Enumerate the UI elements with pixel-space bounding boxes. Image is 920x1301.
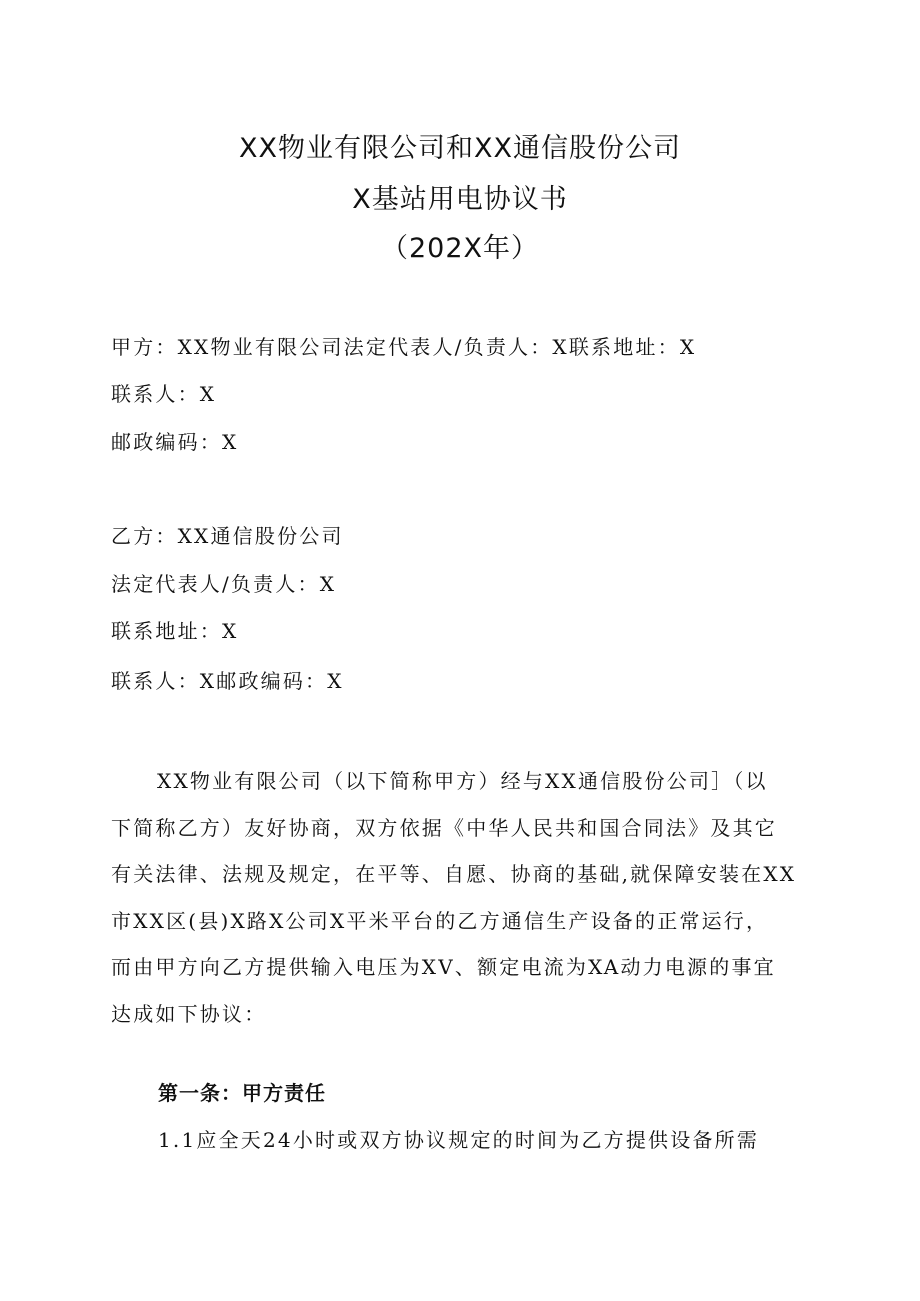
section-heading: 第一条：甲方责任 (158, 1081, 326, 1105)
intro-paragraph-line: XX物业有限公司（以下简称甲方）经与XX通信股份公司］（以 (157, 769, 768, 793)
party-a-postcode: 邮政编码：X (111, 430, 239, 454)
document-title-line-2: X基站用电协议书 (352, 184, 568, 215)
party-a-line: 甲方：XX物业有限公司法定代表人/负责人：X联系地址：X (111, 335, 697, 359)
intro-paragraph-line: 下简称乙方）友好协商，双方依据《中华人民共和国合同法》及其它 (111, 815, 777, 840)
document-title-line-1: XX物业有限公司和XX通信股份公司 (239, 133, 681, 164)
intro-paragraph-line: 市XX区(县)X路X公司X平米平台的乙方通信生产设备的正常运行， (111, 908, 769, 933)
party-b-line: 乙方：XX通信股份公司 (111, 524, 344, 548)
clause-1-1: 1.1应全天24小时或双方协议规定的时间为乙方提供设备所需 (158, 1128, 760, 1152)
document-title-year: （202X年） (380, 233, 540, 264)
party-a-contact: 联系人：X (111, 382, 217, 406)
intro-paragraph (111, 758, 811, 1037)
intro-paragraph-line: 达成如下协议： (111, 1001, 267, 1026)
party-b-contact-postcode: 联系人：X邮政编码：X (111, 669, 344, 693)
party-b-representative: 法定代表人/负责人：X (111, 572, 337, 596)
party-b-address: 联系地址：X (111, 619, 239, 643)
intro-paragraph-line: 而由甲方向乙方提供输入电压为XV、额定电流为XA动力电源的事宜 (111, 955, 776, 979)
intro-paragraph-line: 有关法律、法规及规定，在平等、自愿、协商的基础,就保障安装在XX (111, 862, 797, 886)
